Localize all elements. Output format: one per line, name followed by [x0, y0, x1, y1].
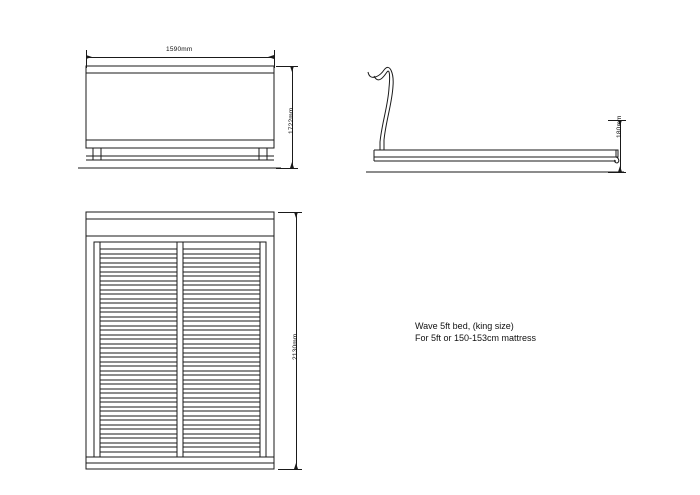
- front-width-extension-left: [86, 50, 87, 68]
- plan-view: [0, 195, 320, 495]
- front-elevation-view: [0, 0, 310, 190]
- front-height-extension-top: [276, 66, 298, 67]
- front-elevation-geometry: [0, 0, 310, 190]
- front-height-label: 1722mm: [288, 107, 295, 134]
- plan-view-geometry: [0, 195, 320, 495]
- front-height-extension-bottom: [276, 168, 298, 169]
- front-width-extension-right: [274, 50, 275, 68]
- side-height-extension-bottom: [608, 172, 626, 173]
- caption-line-2: For 5ft or 150-153cm mattress: [415, 333, 537, 343]
- drawing-caption: [415, 320, 536, 344]
- plan-length-extension-top: [278, 212, 302, 213]
- plan-length-extension-bottom: [278, 469, 302, 470]
- plan-length-label: 2130mm: [292, 333, 299, 360]
- caption-line-1: Wave 5ft bed, (king size): [415, 321, 514, 331]
- side-height-label: 180mm: [616, 115, 623, 138]
- front-width-label: 1590mm: [166, 46, 193, 53]
- side-elevation-geometry: [350, 0, 700, 190]
- side-elevation-view: [350, 0, 700, 190]
- front-width-dimension-line: [86, 57, 274, 58]
